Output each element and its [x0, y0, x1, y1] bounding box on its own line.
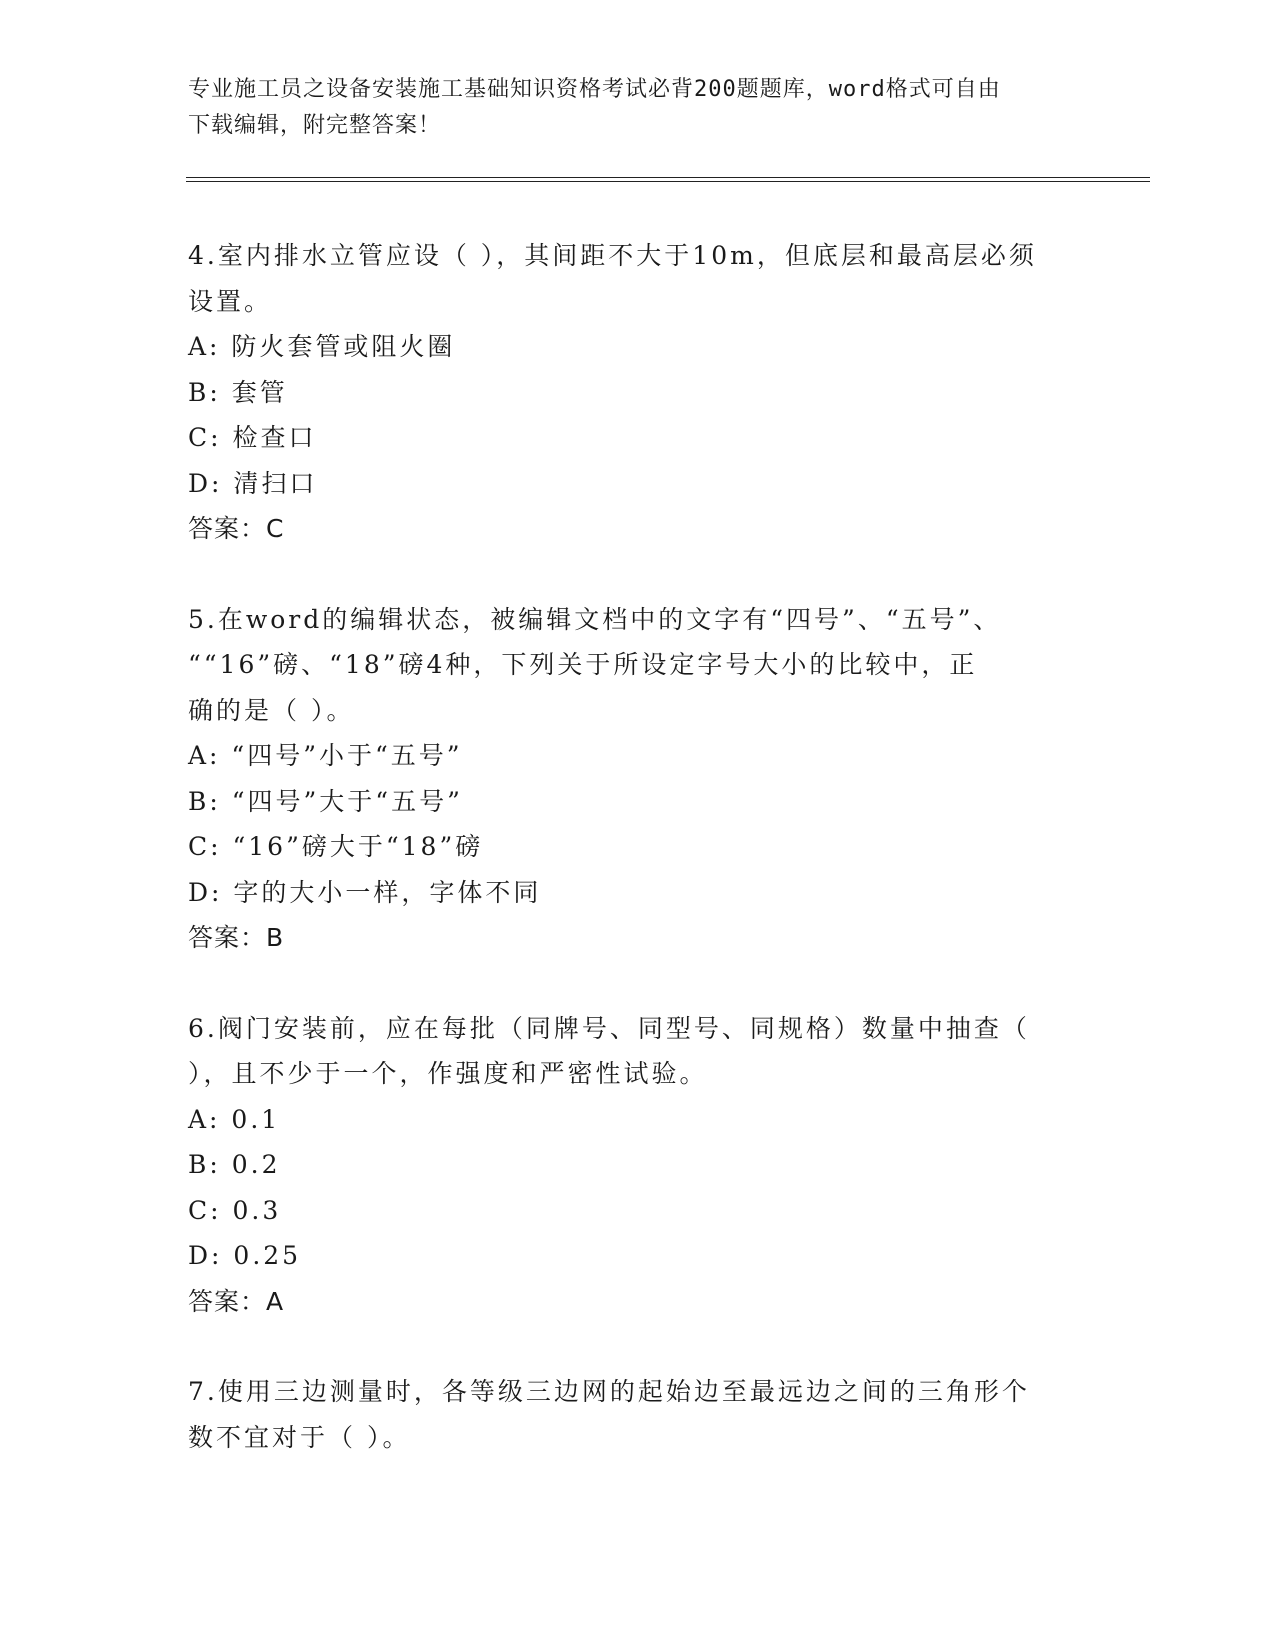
header-divider-top — [186, 177, 1150, 178]
question-list — [188, 233, 1088, 1460]
option-b: B: 0.2 — [188, 1150, 281, 1179]
option-c: C: “16”磅大于“18”磅 — [188, 832, 484, 861]
question-stem-line: 设置。 — [188, 286, 273, 316]
option-c: C: 0.3 — [188, 1195, 282, 1225]
header-line-2: 下载编辑，附完整答案！ — [188, 113, 442, 138]
option-a: A: “四号”小于“五号” — [188, 741, 463, 770]
option-d: D: 字的大小一样，字体不同 — [188, 877, 542, 907]
document-header — [188, 72, 1068, 144]
question-stem-line: 数不宜对于（ ）。 — [188, 1422, 411, 1452]
answer-line: 答案：B — [188, 923, 285, 952]
header-divider-bottom — [186, 181, 1150, 182]
question-spacer — [188, 961, 1088, 1006]
option-b: B: “四号”大于“五号” — [188, 786, 463, 816]
question-spacer — [188, 1324, 1088, 1369]
question-stem-line: ），且不少于一个，作强度和严密性试验。 — [188, 1059, 708, 1088]
option-b: B: 套管 — [188, 377, 288, 407]
question-4 — [188, 233, 1088, 552]
question-stem-line: ““16”磅、“18”磅4种，下列关于所设定字号大小的比较中，正 — [188, 650, 978, 679]
question-stem-line: 确的是（ ）。 — [188, 695, 355, 725]
question-stem-line: 4.室内排水立管应设（ ），其间距不大于10m，但底层和最高层必须 — [188, 241, 1037, 270]
option-c: C: 检查口 — [188, 423, 317, 452]
question-5 — [188, 597, 1088, 961]
answer-line: 答案：A — [188, 1286, 285, 1316]
question-6 — [188, 1006, 1088, 1325]
question-spacer — [188, 552, 1088, 597]
option-d: D: 0.25 — [188, 1241, 302, 1270]
option-a: A: 0.1 — [188, 1104, 281, 1134]
question-stem-line: 5.在word的编辑状态，被编辑文档中的文字有“四号”、“五号”、 — [188, 604, 1002, 634]
question-stem-line: 6.阀门安装前，应在每批（同牌号、同型号、同规格）数量中抽查（ — [188, 1013, 1030, 1043]
question-7 — [188, 1369, 1088, 1460]
option-a: A: 防火套管或阻火圈 — [188, 332, 456, 361]
question-stem-line: 7.使用三边测量时，各等级三边网的起始边至最远边之间的三角形个 — [188, 1377, 1030, 1406]
answer-line: 答案：C — [188, 514, 285, 543]
header-line-1: 专业施工员之设备安装施工基础知识资格考试必背200题题库，word格式可自由 — [188, 77, 1001, 102]
option-d: D: 清扫口 — [188, 468, 318, 498]
